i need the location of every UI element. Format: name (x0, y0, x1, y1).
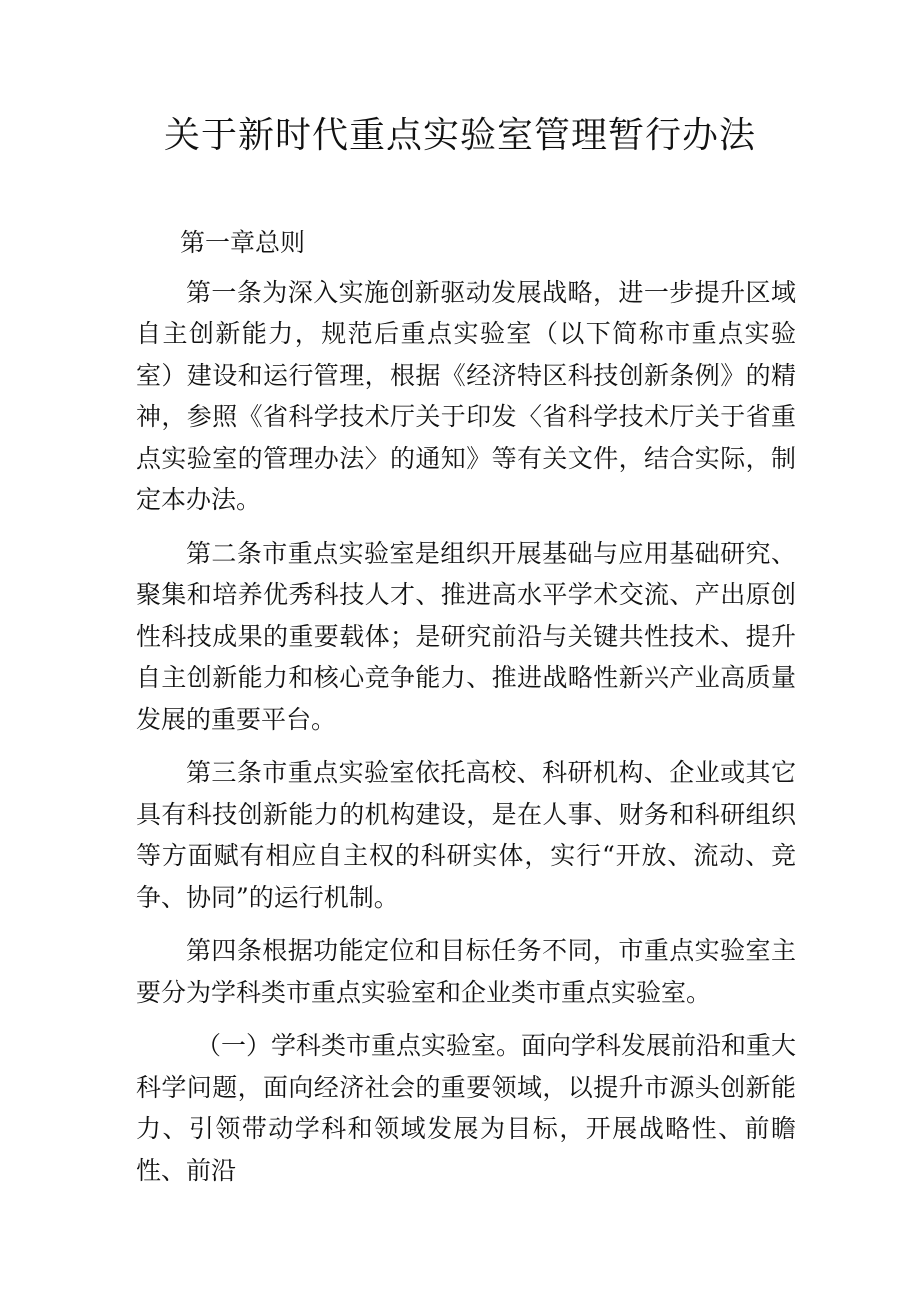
chapter-heading: 第一章总则 (180, 228, 306, 257)
document-body (136, 222, 796, 1191)
article-4-item-1-paragraph: （一）学科类市重点实验室。面向学科发展前沿和重大科学问题，面向经济社会的重要领域，以提升市源头创新能力、引领带动学科和领域发展为目标，开展战略性、前瞻性、前沿 (136, 1031, 797, 1185)
article-3-paragraph: 第三条市重点实验室依托高校、科研机构、企业或其它具有科技创新能力的机构建设，是在人事、财务和科研组织等方面赋有相应自主权的科研实体，实行“开放、流动、竞争、协同”的运行机制。 (136, 758, 796, 912)
article-2-paragraph: 第二条市重点实验室是组织开展基础与应用基础研究、聚集和培养优秀科技人才、推进高水平学术交流、产出原创性科技成果的重要载体；是研究前沿与关键共性技术、提升自主创新能力和核心竞争能力、推进战略性新兴产业高质量发展的重要平台。 (136, 538, 796, 734)
article-4-paragraph: 第四条根据功能定位和目标任务不同，市重点实验室主要分为学科类市重点实验室和企业类市重点实验室。 (136, 936, 796, 1007)
article-1-paragraph: 第一条为深入实施创新驱动发展战略，进一步提升区域自主创新能力，规范后重点实验室（以下简称市重点实验室）建设和运行管理，根据《经济特区科技创新条例》的精神，参照《省科学技术厅关于印发〈省科学技术厅关于省重点实验室的管理办法〉的通知》等有关文件，结合实际，制定本办法。 (136, 277, 796, 514)
document-title: 关于新时代重点实验室管理暂行办法 (163, 115, 756, 156)
